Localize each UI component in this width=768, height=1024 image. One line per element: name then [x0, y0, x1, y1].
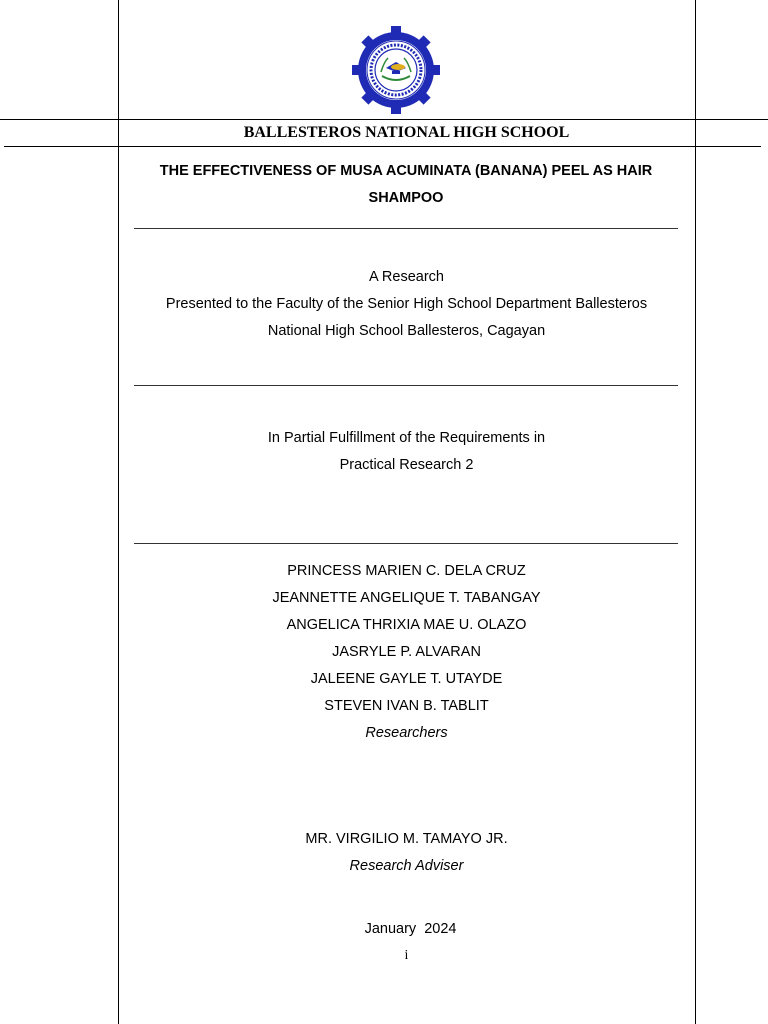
- school-name: BALLESTEROS NATIONAL HIGH SCHOOL: [243, 124, 570, 141]
- section-divider: [134, 543, 678, 544]
- research-line: A Research: [369, 269, 444, 285]
- date-text: January 2024: [364, 921, 457, 937]
- adviser-role: Research Adviser: [349, 858, 464, 874]
- header-top-rule: [0, 119, 768, 120]
- right-margin-line: [695, 0, 696, 1024]
- authors-list: [118, 558, 695, 747]
- adviser-name: MR. VIRGILIO M. TAMAYO JR.: [305, 831, 508, 847]
- author-name: JALEENE GAYLE T. UTAYDE: [310, 671, 503, 687]
- author-name: PRINCESS MARIEN C. DELA CRUZ: [287, 563, 526, 579]
- research-line: National High School Ballesteros, Cagayan: [267, 323, 546, 339]
- fulfillment-statement: [118, 425, 695, 479]
- research-line: Presented to the Faculty of the Senior High School Department Ballesteros: [165, 296, 648, 312]
- author-name: STEVEN IVAN B. TABLIT: [324, 698, 489, 714]
- section-divider: [134, 385, 678, 386]
- fulfillment-line: In Partial Fulfillment of the Requirements in: [267, 430, 546, 446]
- school-seal-icon: [352, 24, 440, 116]
- research-statement: [118, 264, 695, 345]
- header-bottom-rule: [4, 146, 761, 147]
- document-date: [118, 889, 695, 943]
- adviser-block: [118, 826, 695, 880]
- author-name: JASRYLE P. ALVARAN: [332, 644, 481, 660]
- section-divider: [134, 228, 678, 229]
- author-name: ANGELICA THRIXIA MAE U. OLAZO: [286, 617, 527, 633]
- authors-role: Researchers: [365, 725, 448, 741]
- fulfillment-line: Practical Research 2: [339, 457, 474, 473]
- author-name: JEANNETTE ANGELIQUE T. TABANGAY: [272, 590, 541, 606]
- document-title: THE EFFECTIVENESS OF MUSA ACUMINATA (BANANA) PEEL AS HAIR SHAMPOO: [159, 163, 653, 206]
- page-number: i: [404, 948, 409, 963]
